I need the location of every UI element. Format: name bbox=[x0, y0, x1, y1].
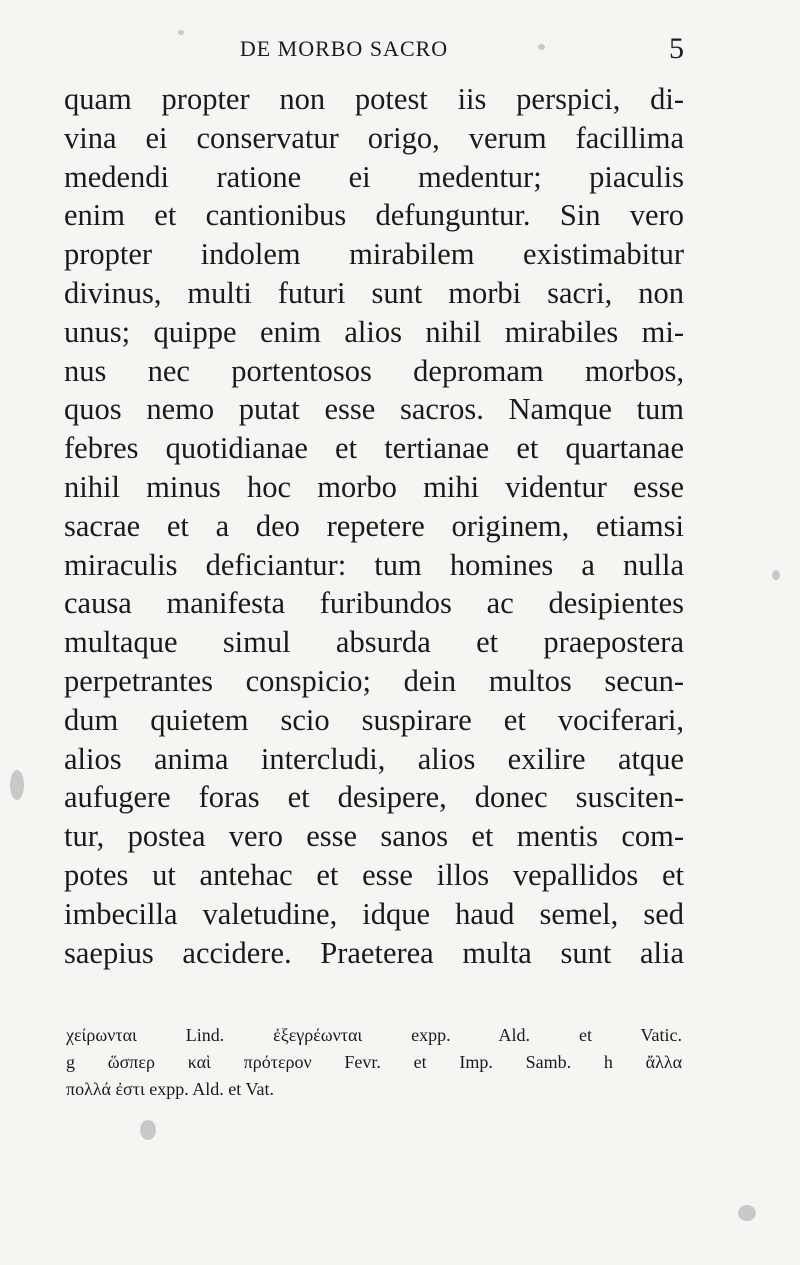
text-line: aufugere foras et desipere, donec susciten- bbox=[64, 780, 684, 815]
text-line: vina ei conservatur origo, verum facillima bbox=[64, 120, 684, 155]
running-head bbox=[64, 32, 684, 65]
body-text bbox=[64, 80, 684, 972]
paper-speck bbox=[10, 770, 24, 800]
footnote-line: χείρωνται Lind. ἐξεγρέωνται expp. Ald. et Vatic. bbox=[66, 1025, 682, 1045]
paper-speck bbox=[538, 44, 545, 50]
text-line: unus; quippe enim alios nihil mirabiles mi- bbox=[64, 314, 684, 349]
text-line: potes ut antehac et esse illos vepallidos et bbox=[64, 857, 684, 892]
text-line: imbecilla valetudine, idque haud semel, sed bbox=[64, 896, 684, 931]
footnote-line: πολλά ἐστι expp. Ald. et Vat. bbox=[66, 1079, 274, 1099]
running-title: DE MORBO SACRO bbox=[239, 36, 449, 61]
paper-speck bbox=[178, 30, 184, 35]
text-line: saepius accidere. Praeterea multa sunt alia bbox=[64, 935, 684, 970]
text-line: miraculis deficiantur: tum homines a nulla bbox=[64, 547, 684, 582]
paper-speck bbox=[738, 1205, 756, 1221]
text-line: nihil minus hoc morbo mihi videntur esse bbox=[64, 469, 684, 504]
text-line: alios anima intercludi, alios exilire atque bbox=[64, 741, 684, 776]
text-line: causa manifesta furibundos ac desipientes bbox=[64, 586, 684, 621]
page-number: 5 bbox=[669, 32, 684, 65]
text-line: sacrae et a deo repetere originem, etiamsi bbox=[64, 508, 684, 543]
text-line: enim et cantionibus defunguntur. Sin vero bbox=[64, 198, 684, 233]
text-line: divinus, multi futuri sunt morbi sacri, non bbox=[64, 275, 684, 310]
text-line: quam propter non potest iis perspici, di- bbox=[64, 82, 684, 116]
paper-speck bbox=[772, 570, 780, 580]
footnotes bbox=[66, 1022, 682, 1103]
text-line: dum quietem scio suspirare et vociferari, bbox=[64, 702, 684, 737]
text-line: perpetrantes conspicio; dein multos secun- bbox=[64, 663, 684, 698]
text-line: propter indolem mirabilem existimabitur bbox=[64, 237, 684, 272]
footnote-line: g ὥσπερ καὶ πρότερον Fevr. et Imp. Samb. h ἄλλα bbox=[66, 1052, 682, 1072]
paper-speck bbox=[140, 1120, 156, 1140]
text-line: nus nec portentosos depromam morbos, bbox=[64, 353, 684, 388]
text-line: medendi ratione ei medentur; piaculis bbox=[64, 159, 684, 194]
text-line: multaque simul absurda et praepostera bbox=[64, 625, 684, 660]
text-line: febres quotidianae et tertianae et quartanae bbox=[64, 431, 684, 466]
text-line: quos nemo putat esse sacros. Namque tum bbox=[64, 392, 684, 427]
text-line: tur, postea vero esse sanos et mentis com- bbox=[64, 819, 684, 854]
